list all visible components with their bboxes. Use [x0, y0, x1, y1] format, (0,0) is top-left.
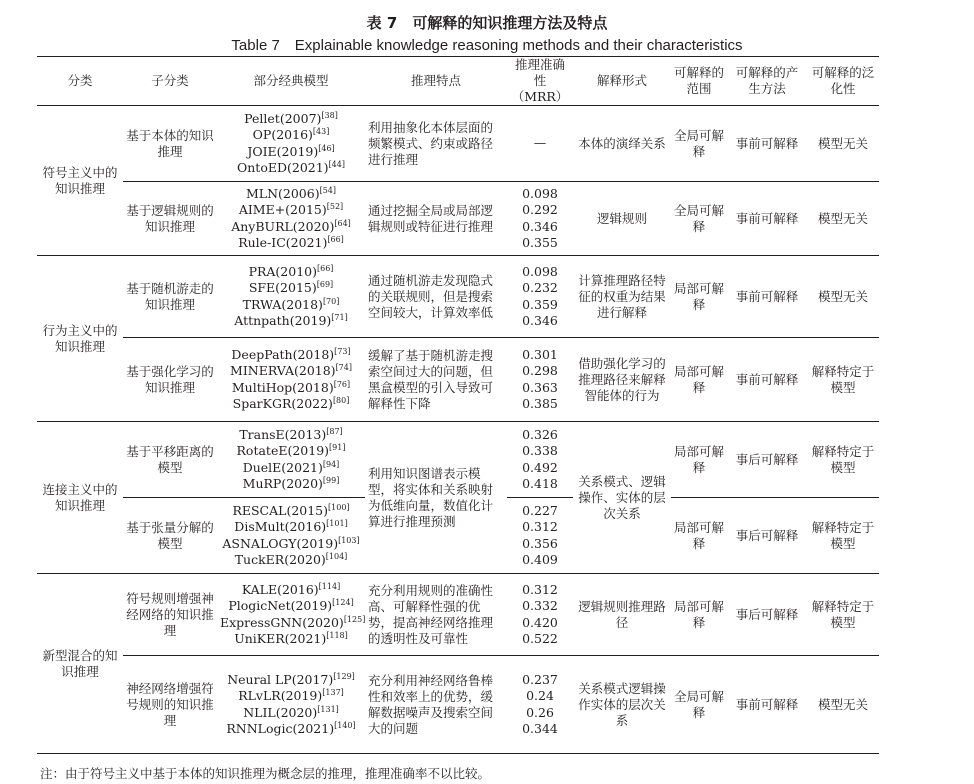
reference-number: [100] [328, 502, 350, 512]
category-cell: 符号主义中的知识推理 [37, 106, 123, 256]
methods-table [37, 56, 879, 754]
table-title-english: Table 7 Explainable knowledge reasoning methods and their characteristics [231, 37, 743, 54]
reference-number: [131] [317, 704, 339, 714]
model-name: DisMult(2016)[101] [234, 519, 348, 535]
generality-cell: 模型无关 [807, 656, 879, 754]
model-name: KALE(2016)[114] [241, 581, 341, 598]
reference-number: [76] [333, 379, 351, 389]
mrr-cell [507, 422, 573, 498]
header-accuracy: 推理准确性（MRR） [507, 57, 573, 106]
header-scope: 可解释的范围 [671, 57, 727, 106]
reference-number: [52] [326, 202, 344, 212]
subcategory-cell: 基于逻辑规则的知识推理 [123, 182, 217, 256]
generality-cell: 解释特定于模型 [807, 498, 879, 574]
reference-number: [91] [329, 443, 346, 453]
mrr-value: 0.24 [526, 688, 554, 704]
reference-number: [101] [326, 519, 348, 529]
model-name: TRWA(2018)[70] [242, 296, 340, 312]
explanation-form-cell: 本体的演绎关系 [573, 106, 671, 182]
reference-number: [124] [332, 598, 354, 608]
scope-cell: 局部可解释 [671, 338, 727, 422]
mrr-value: 0.338 [522, 443, 558, 459]
scope-cell: 全局可解释 [671, 106, 727, 182]
features-cell: 充分利用神经网络鲁棒性和效率上的优势，缓解数据噪声及搜索空间大的问题 [365, 656, 507, 754]
model-name: ASNALOGY(2019)[103] [222, 535, 360, 551]
mrr-value: 0.312 [522, 582, 558, 598]
reference-number: [104] [325, 551, 348, 561]
mrr-value: 0.237 [522, 672, 558, 688]
subcategory-cell: 神经网络增强符号规则的知识推理 [123, 656, 217, 754]
generality-cell: 解释特定于模型 [807, 574, 879, 656]
model-name: Pellet(2007)[38] [244, 110, 338, 127]
models-cell [217, 422, 365, 498]
mrr-value: — [533, 135, 547, 151]
header-features: 推理特点 [365, 57, 507, 106]
scope-cell: 局部可解释 [671, 422, 727, 498]
reference-number: [137] [322, 688, 344, 698]
model-name: OP(2016)[43] [252, 127, 330, 143]
header-method: 可解释的产生方法 [727, 57, 807, 106]
category-cell: 行为主义中的知识推理 [37, 256, 123, 422]
method-cell: 事前可解释 [727, 656, 807, 754]
table-row [37, 106, 879, 182]
mrr-value: 0.298 [522, 363, 558, 379]
reference-number: [54] [319, 185, 337, 195]
method-cell: 事前可解释 [727, 106, 807, 182]
generality-cell: 模型无关 [807, 106, 879, 182]
header-form: 解释形式 [573, 57, 671, 106]
models-cell [217, 656, 365, 754]
model-name: JOIE(2019)[46] [247, 143, 335, 159]
explanation-form-cell: 逻辑规则 [573, 182, 671, 256]
mrr-value: 0.522 [522, 630, 558, 646]
table-row [37, 182, 879, 256]
model-name: RLvLR(2019)[137] [238, 688, 344, 704]
mrr-cell [507, 182, 573, 256]
models-cell [217, 498, 365, 574]
method-cell: 事前可解释 [727, 338, 807, 422]
subcategory-cell: 基于本体的知识推理 [123, 106, 217, 182]
mrr-value: 0.332 [522, 598, 558, 614]
table-row [37, 256, 879, 338]
model-name: Rule-IC(2021)[66] [238, 234, 344, 250]
reference-number: [69] [316, 280, 334, 290]
method-cell: 事前可解释 [727, 256, 807, 338]
features-cell: 缓解了基于随机游走搜索空间过大的问题，但黑盒模型的引入导致可解释性下降 [365, 338, 507, 422]
model-name: OntoED(2021)[44] [237, 159, 345, 175]
reference-number: [118] [326, 630, 348, 640]
explanation-form-cell: 逻辑规则推理路径 [573, 574, 671, 656]
table-row [37, 338, 879, 422]
mrr-value: 0.098 [522, 264, 558, 280]
explanation-form-cell: 关系模式逻辑操作实体的层次关系 [573, 656, 671, 754]
subcategory-cell: 基于平移距离的模型 [123, 422, 217, 498]
models-cell [217, 182, 365, 256]
generality-cell: 模型无关 [807, 182, 879, 256]
subcategory-cell: 基于随机游走的知识推理 [123, 256, 217, 338]
header-models: 部分经典模型 [217, 57, 365, 106]
scope-cell: 局部可解释 [671, 574, 727, 656]
mrr-value: 0.292 [522, 202, 558, 218]
model-name: DeepPath(2018)[73] [231, 346, 351, 363]
model-name: PRA(2010)[66] [248, 263, 334, 280]
mrr-value: 0.420 [522, 614, 558, 630]
model-name: PlogicNet(2019)[124] [228, 598, 354, 614]
reference-number: [66] [327, 234, 344, 244]
mrr-cell [507, 656, 573, 754]
explanation-form-cell: 借助强化学习的推理路径来解释智能体的行为 [573, 338, 671, 422]
category-cell: 连接主义中的知识推理 [37, 422, 123, 574]
model-name: UniKER(2021)[118] [234, 630, 348, 646]
mrr-value: 0.344 [522, 720, 558, 736]
model-name: SparKGR(2022)[80] [232, 395, 350, 411]
model-name: ExpressGNN(2020)[125] [220, 614, 366, 630]
reference-number: [125] [343, 614, 366, 624]
models-cell [217, 574, 365, 656]
model-name: AnyBURL(2020)[64] [231, 218, 351, 234]
explanation-form-cell: 关系模式、逻辑操作、实体的层次关系 [573, 422, 671, 574]
models-cell [217, 106, 365, 182]
reference-number: [103] [338, 535, 360, 545]
mrr-value: 0.492 [522, 459, 558, 475]
reference-number: [74] [335, 363, 352, 373]
scope-cell: 全局可解释 [671, 656, 727, 754]
header-row [37, 57, 879, 106]
model-name: RNNLogic(2021)[140] [226, 720, 356, 736]
mrr-value: 0.346 [522, 312, 558, 328]
reference-number: [99] [322, 475, 340, 485]
mrr-value: 0.363 [522, 379, 558, 395]
category-cell: 新型混合的知识推理 [37, 574, 123, 754]
mrr-value: 0.346 [522, 218, 558, 234]
mrr-value: 0.227 [522, 503, 558, 519]
features-cell: 利用抽象化本体层面的频繁模式、约束或路径进行推理 [365, 106, 507, 182]
mrr-cell [507, 338, 573, 422]
reference-number: [129] [333, 671, 355, 681]
model-name: MINERVA(2018)[74] [230, 363, 352, 379]
model-name: MLN(2006)[54] [245, 185, 337, 202]
generality-cell: 模型无关 [807, 256, 879, 338]
model-name: Neural LP(2017)[129] [227, 671, 355, 688]
reference-number: [70] [322, 296, 340, 306]
models-cell [217, 338, 365, 422]
mrr-value: 0.232 [522, 280, 558, 296]
model-name: MultiHop(2018)[76] [231, 379, 351, 395]
mrr-value: 0.356 [522, 535, 558, 551]
mrr-cell [507, 574, 573, 656]
features-cell: 通过挖掘全局或局部逻辑规则或特征进行推理 [365, 182, 507, 256]
features-cell: 通过随机游走发现隐式的关联规则，但是搜索空间较大，计算效率低 [365, 256, 507, 338]
subcategory-cell: 基于强化学习的知识推理 [123, 338, 217, 422]
features-cell: 利用知识图谱表示模型，将实体和关系映射为低维向量，数值化计算进行推理预测 [365, 422, 507, 574]
mrr-cell [507, 256, 573, 338]
generality-cell: 解释特定于模型 [807, 422, 879, 498]
model-name: RotateE(2019)[91] [236, 443, 346, 459]
scope-cell: 局部可解释 [671, 498, 727, 574]
table-note: 注：由于符号主义中基于本体的知识推理为概念层的推理，推理准确率不以比较。 [40, 766, 491, 781]
mrr-value: 0.418 [522, 475, 558, 491]
table-row [37, 422, 879, 498]
reference-number: [64] [334, 218, 351, 228]
table-title-chinese: 表 7 可解释的知识推理方法及特点 [366, 14, 608, 32]
header-subcategory: 子分类 [123, 57, 217, 106]
scope-cell: 全局可解释 [671, 182, 727, 256]
table-row [37, 656, 879, 754]
method-cell: 事前可解释 [727, 182, 807, 256]
subcategory-cell: 符号规则增强神经网络的知识推理 [123, 574, 217, 656]
model-name: NLIL(2020)[131] [243, 704, 339, 720]
model-name: AIME+(2015)[52] [238, 202, 344, 218]
reference-number: [44] [328, 159, 345, 169]
reference-number: [66] [317, 263, 334, 273]
model-name: RESCAL(2015)[100] [232, 502, 350, 519]
method-cell: 事后可解释 [727, 422, 807, 498]
reference-number: [80] [332, 395, 350, 405]
reference-number: [94] [322, 459, 340, 469]
method-cell: 事后可解释 [727, 574, 807, 656]
model-name: SFE(2015)[69] [248, 280, 334, 296]
mrr-value: 0.359 [522, 296, 558, 312]
header-generality: 可解释的泛化性 [807, 57, 879, 106]
mrr-value: 0.326 [522, 427, 558, 443]
mrr-cell [507, 498, 573, 574]
model-name: MuRP(2020)[99] [242, 475, 340, 491]
mrr-value: 0.385 [522, 395, 558, 411]
subcategory-cell: 基于张量分解的模型 [123, 498, 217, 574]
model-name: TransE(2013)[87] [239, 426, 343, 443]
mrr-value: 0.312 [522, 519, 558, 535]
mrr-value: 0.301 [522, 347, 558, 363]
reference-number: [114] [318, 581, 341, 591]
mrr-value: 0.355 [522, 234, 558, 250]
mrr-value: 0.26 [526, 704, 554, 720]
model-name: Attnpath(2019)[71] [234, 312, 348, 328]
features-cell: 充分利用规则的准确性高、可解释性强的优势，提高神经网络推理的透明性及可靠性 [365, 574, 507, 656]
model-name: DuelE(2021)[94] [242, 459, 340, 475]
mrr-value: 0.409 [522, 551, 558, 567]
method-cell: 事后可解释 [727, 498, 807, 574]
reference-number: [38] [321, 110, 338, 120]
reference-number: [71] [331, 312, 348, 322]
explanation-form-cell: 计算推理路径特征的权重为结果进行解释 [573, 256, 671, 338]
model-name: TuckER(2020)[104] [234, 551, 348, 567]
mrr-cell [507, 106, 573, 182]
reference-number: [87] [326, 426, 343, 436]
reference-number: [43] [312, 127, 330, 137]
table-row [37, 574, 879, 656]
mrr-value: 0.098 [522, 186, 558, 202]
scope-cell: 局部可解释 [671, 256, 727, 338]
reference-number: [73] [334, 346, 351, 356]
reference-number: [46] [318, 143, 335, 153]
models-cell [217, 256, 365, 338]
reference-number: [140] [334, 720, 356, 730]
generality-cell: 解释特定于模型 [807, 338, 879, 422]
header-category: 分类 [37, 57, 123, 106]
